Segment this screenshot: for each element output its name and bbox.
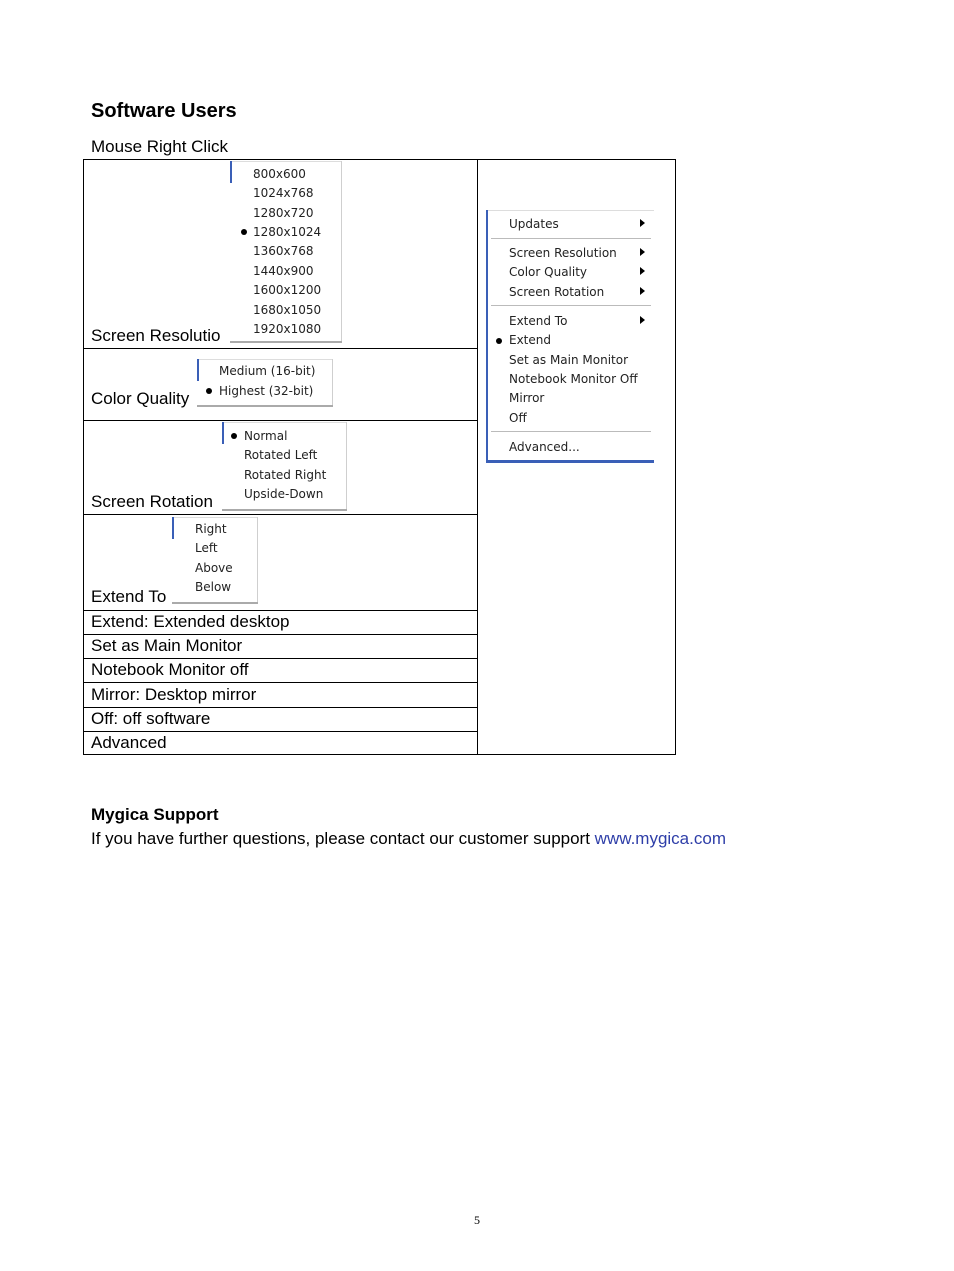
resolution-submenu [230,161,342,343]
resolution-option[interactable]: 1280x1024 [253,225,322,239]
support-sentence: If you have further questions, please contact our customer support [91,829,595,848]
resolution-option[interactable]: 1360x768 [253,244,314,258]
rotation-submenu [222,422,347,511]
row-label-extend-to: Extend To [91,587,167,606]
menu-item-set-main[interactable]: Set as Main Monitor [509,353,629,367]
support-link[interactable]: www.mygica.com [594,829,726,848]
menu-item-off[interactable]: Off [509,411,527,425]
support-text [91,829,726,849]
page-number: 5 [474,1213,480,1227]
intro-text: Mouse Right Click [91,137,228,156]
row-divider [84,514,478,515]
row-divider [84,610,478,611]
row-label-color-quality: Color Quality [91,389,190,408]
rotation-option[interactable]: Rotated Left [244,448,318,462]
row-label-advanced: Advanced [91,733,167,752]
menu-item-screen-resolution[interactable]: Screen Resolution [509,246,617,260]
menu-item-extend-to[interactable]: Extend To [509,314,568,328]
menu-separator [491,431,651,432]
resolution-option[interactable]: 800x600 [253,167,306,181]
context-menu [486,210,654,463]
resolution-option[interactable]: 1920x1080 [253,322,322,336]
extend-option[interactable]: Below [195,580,232,594]
submenu-arrow-icon [640,287,645,295]
row-divider [84,658,478,659]
row-label-mirror: Mirror: Desktop mirror [91,685,257,704]
extend-option[interactable]: Left [195,541,218,555]
section-heading: Software Users [91,100,237,122]
menu-item-color-quality[interactable]: Color Quality [509,265,588,279]
row-label-notebook-off: Notebook Monitor off [91,660,249,679]
row-label-screen-resolution: Screen Resolutio [91,326,221,345]
extend-option[interactable]: Above [195,561,233,575]
submenu-arrow-icon [640,316,645,324]
color-quality-submenu [197,359,333,407]
rotation-option[interactable]: Normal [244,429,288,443]
menu-item-extend[interactable]: Extend [509,333,551,347]
row-label-screen-rotation: Screen Rotation [91,492,213,511]
row-divider [84,682,478,683]
resolution-option[interactable]: 1280x720 [253,206,314,220]
resolution-option[interactable]: 1600x1200 [253,283,322,297]
menu-accent-bar [486,210,488,463]
submenu-arrow-icon [640,267,645,275]
menu-item-mirror[interactable]: Mirror [509,391,545,405]
menu-item-screen-rotation[interactable]: Screen Rotation [509,285,605,299]
row-label-extend: Extend: Extended desktop [91,612,290,631]
color-option[interactable]: Highest (32-bit) [219,384,314,398]
submenu-arrow-icon [640,248,645,256]
selected-dot-icon [206,388,212,394]
resolution-option[interactable]: 1440x900 [253,264,314,278]
menu-separator [491,305,651,306]
resolution-option[interactable]: 1024x768 [253,186,314,200]
resolution-option[interactable]: 1680x1050 [253,303,322,317]
menu-item-notebook-off[interactable]: Notebook Monitor Off [509,372,638,386]
row-divider [84,348,478,349]
row-divider [84,634,478,635]
row-divider [84,420,478,421]
color-option[interactable]: Medium (16-bit) [219,364,316,378]
row-divider [84,731,478,732]
submenu-arrow-icon [640,219,645,227]
extend-option[interactable]: Right [195,522,227,536]
menu-item-updates[interactable]: Updates [509,217,559,231]
row-label-set-main: Set as Main Monitor [91,636,243,655]
table-divider [477,160,478,755]
feature-table [83,159,676,755]
support-heading: Mygica Support [91,805,219,824]
menu-bottom-bar [486,460,654,463]
rotation-option[interactable]: Upside-Down [244,487,324,501]
menu-separator [491,238,651,239]
row-divider [84,707,478,708]
selected-dot-icon [496,338,502,344]
menu-item-advanced[interactable]: Advanced... [509,440,580,454]
row-label-off: Off: off software [91,709,211,728]
rotation-option[interactable]: Rotated Right [244,468,327,482]
selected-dot-icon [231,433,237,439]
selected-dot-icon [241,229,247,235]
extend-to-submenu [172,517,258,604]
